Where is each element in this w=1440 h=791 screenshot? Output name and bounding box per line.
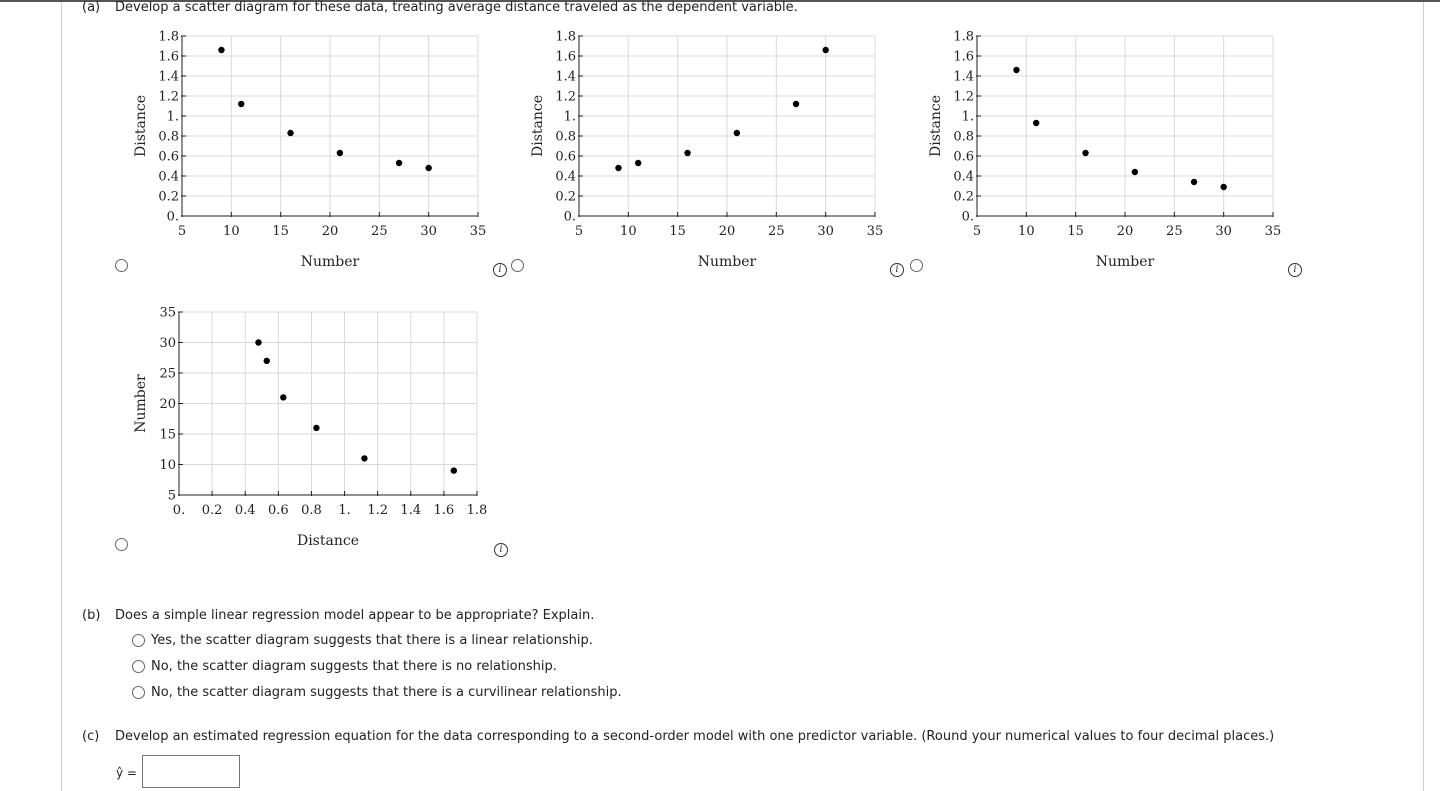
x-tick-label: 10: [620, 224, 637, 239]
data-point: [1191, 179, 1197, 185]
chart-4-info-icon[interactable]: i: [494, 543, 508, 557]
x-tick-label: 35: [866, 224, 884, 239]
regression-equation-input[interactable]: [142, 755, 240, 788]
option-curvilinear-radio[interactable]: [132, 686, 145, 699]
x-axis-title: Number: [1095, 254, 1155, 270]
x-tick-label: 5: [972, 224, 982, 239]
y-tick-label: 0.: [563, 209, 576, 225]
data-point: [337, 150, 343, 156]
y-tick-label: 0.8: [555, 129, 576, 145]
part-b-prompt: Does a simple linear regression model appear to be appropriate? Explain.: [115, 608, 595, 623]
scatter-chart-2-svg: [527, 28, 887, 278]
y-tick-label: 0.: [166, 209, 179, 225]
part-c-label: (c): [82, 729, 100, 744]
chart-4-radio[interactable]: [115, 538, 128, 551]
x-tick-label: 25: [768, 224, 785, 239]
x-tick-label: 25: [1166, 224, 1183, 239]
x-tick-label: 15: [272, 224, 289, 239]
option-linear-radio[interactable]: [132, 634, 145, 647]
x-tick-label: 1.8: [466, 503, 488, 518]
y-tick-label: 0.4: [158, 169, 179, 185]
content-frame-right: [1423, 2, 1424, 791]
x-tick-label: 15: [1067, 224, 1084, 239]
x-tick-label: 20: [321, 224, 339, 239]
y-tick-label: 15: [159, 427, 176, 443]
y-tick-label: 1.2: [158, 89, 179, 105]
y-tick-label: 0.2: [555, 189, 576, 205]
x-tick-label: 25: [371, 224, 388, 239]
y-tick-label: 1.8: [953, 29, 974, 45]
data-point: [734, 130, 740, 136]
y-tick-label: 1.: [166, 109, 179, 125]
y-tick-label: 20: [159, 397, 176, 412]
data-point: [361, 455, 367, 461]
y-tick-label: 1.6: [158, 49, 179, 65]
option-no-relationship-radio[interactable]: [132, 660, 145, 673]
x-tick-label: 30: [420, 224, 437, 239]
y-tick-label: 0.8: [158, 129, 179, 145]
y-tick-label: 1.4: [555, 69, 576, 85]
option-curvilinear-label: No, the scatter diagram suggests that there is a curvilinear relationship.: [151, 685, 622, 700]
y-axis-title: Number: [133, 374, 149, 433]
option-linear-label: Yes, the scatter diagram suggests that there is a linear relationship.: [151, 633, 593, 648]
chart-1-info-icon[interactable]: i: [493, 263, 507, 277]
y-tick-label: 1.6: [555, 49, 576, 65]
x-tick-label: 30: [817, 224, 834, 239]
content-frame-left: [61, 2, 62, 791]
scatter-chart-1: [130, 28, 490, 282]
data-point: [684, 150, 690, 156]
data-point: [264, 358, 270, 364]
y-tick-label: 0.4: [953, 169, 974, 185]
y-tick-label: 0.4: [555, 169, 576, 185]
data-point: [1082, 150, 1088, 156]
y-tick-label: 1.2: [555, 89, 576, 105]
x-tick-label: 0.8: [301, 503, 322, 518]
y-tick-label: 0.6: [555, 149, 576, 165]
y-tick-label: 1.4: [953, 69, 974, 85]
x-axis-title: Number: [300, 254, 360, 270]
chart-3-info-icon[interactable]: i: [1288, 263, 1302, 277]
y-tick-label: 0.2: [953, 189, 974, 205]
y-tick-label: 10: [159, 458, 176, 473]
chart-1-radio[interactable]: [115, 259, 128, 272]
y-tick-label: 1.2: [953, 89, 974, 105]
y-tick-label: 5: [167, 488, 176, 504]
scatter-chart-3-svg: [925, 28, 1285, 278]
y-tick-label: 0.6: [158, 149, 179, 165]
data-point: [1033, 120, 1039, 126]
data-point: [313, 425, 319, 431]
data-point: [425, 165, 431, 171]
y-tick-label: 1.8: [555, 29, 576, 45]
data-point: [287, 130, 293, 136]
data-point: [635, 160, 641, 166]
option-no-relationship-label: No, the scatter diagram suggests that there is no relationship.: [151, 659, 557, 674]
y-tick-label: 1.6: [953, 49, 974, 65]
y-tick-label: 1.8: [158, 29, 179, 45]
part-c-prompt: Develop an estimated regression equation for the data corresponding to a second-order model with one predictor variable. (Round your numerical values to four decimal places.): [115, 729, 1275, 744]
y-axis-title: Distance: [928, 94, 944, 158]
x-tick-label: 10: [1018, 224, 1035, 239]
x-tick-label: 30: [1215, 224, 1232, 239]
x-axis-title: Distance: [296, 533, 360, 549]
chart-2-radio[interactable]: [511, 259, 524, 272]
y-tick-label: 0.2: [158, 189, 179, 205]
part-b-label: (b): [82, 608, 101, 623]
x-tick-label: 1.4: [400, 503, 422, 518]
x-tick-label: 5: [574, 224, 584, 239]
x-axis-title: Number: [697, 254, 757, 270]
y-axis-title: Distance: [133, 94, 149, 158]
y-tick-label: 1.: [563, 109, 576, 125]
x-tick-label: 1.2: [367, 503, 389, 518]
scatter-chart-1-svg: [130, 28, 490, 278]
x-tick-label: 35: [469, 224, 487, 239]
x-tick-label: 20: [1116, 224, 1134, 239]
x-tick-label: 20: [718, 224, 736, 239]
y-tick-label: 1.: [961, 109, 974, 125]
x-tick-label: 10: [223, 224, 240, 239]
y-tick-label: 25: [159, 366, 176, 382]
x-tick-label: 35: [1264, 224, 1282, 239]
yhat-label: ŷ =: [116, 766, 137, 780]
data-point: [280, 394, 286, 400]
data-point: [238, 101, 244, 107]
part-a-label: (a): [82, 0, 101, 15]
x-tick-label: 15: [669, 224, 686, 239]
data-point: [615, 165, 621, 171]
y-tick-label: 1.4: [158, 69, 179, 85]
x-tick-label: 0.2: [201, 503, 223, 518]
y-axis-title: Distance: [530, 94, 546, 158]
x-tick-label: 0.6: [267, 503, 289, 518]
part-a-prompt: Develop a scatter diagram for these data, treating average distance traveled as the dependent variable.: [115, 0, 798, 15]
data-point: [1132, 169, 1138, 175]
x-tick-label: 0.: [172, 503, 186, 518]
data-point: [1220, 184, 1226, 190]
chart-2-info-icon[interactable]: i: [890, 263, 904, 277]
chart-3-radio[interactable]: [910, 259, 923, 272]
scatter-chart-2: [527, 28, 887, 282]
data-point: [396, 160, 402, 166]
scatter-chart-4: [130, 306, 500, 560]
data-point: [218, 47, 224, 53]
y-tick-label: 0.: [961, 209, 974, 225]
data-point: [451, 467, 457, 473]
scatter-chart-3: [925, 28, 1285, 282]
x-tick-label: 1.: [338, 503, 351, 518]
y-tick-label: 30: [159, 336, 176, 351]
y-tick-label: 0.6: [953, 149, 974, 165]
y-tick-label: 0.8: [953, 129, 974, 145]
x-tick-label: 0.4: [234, 503, 256, 518]
data-point: [1013, 67, 1019, 73]
y-tick-label: 35: [159, 306, 176, 321]
x-tick-label: 1.6: [433, 503, 455, 518]
x-tick-label: 5: [177, 224, 187, 239]
data-point: [793, 101, 799, 107]
data-point: [822, 47, 828, 53]
scatter-chart-4-svg: [130, 306, 500, 556]
data-point: [255, 339, 261, 345]
